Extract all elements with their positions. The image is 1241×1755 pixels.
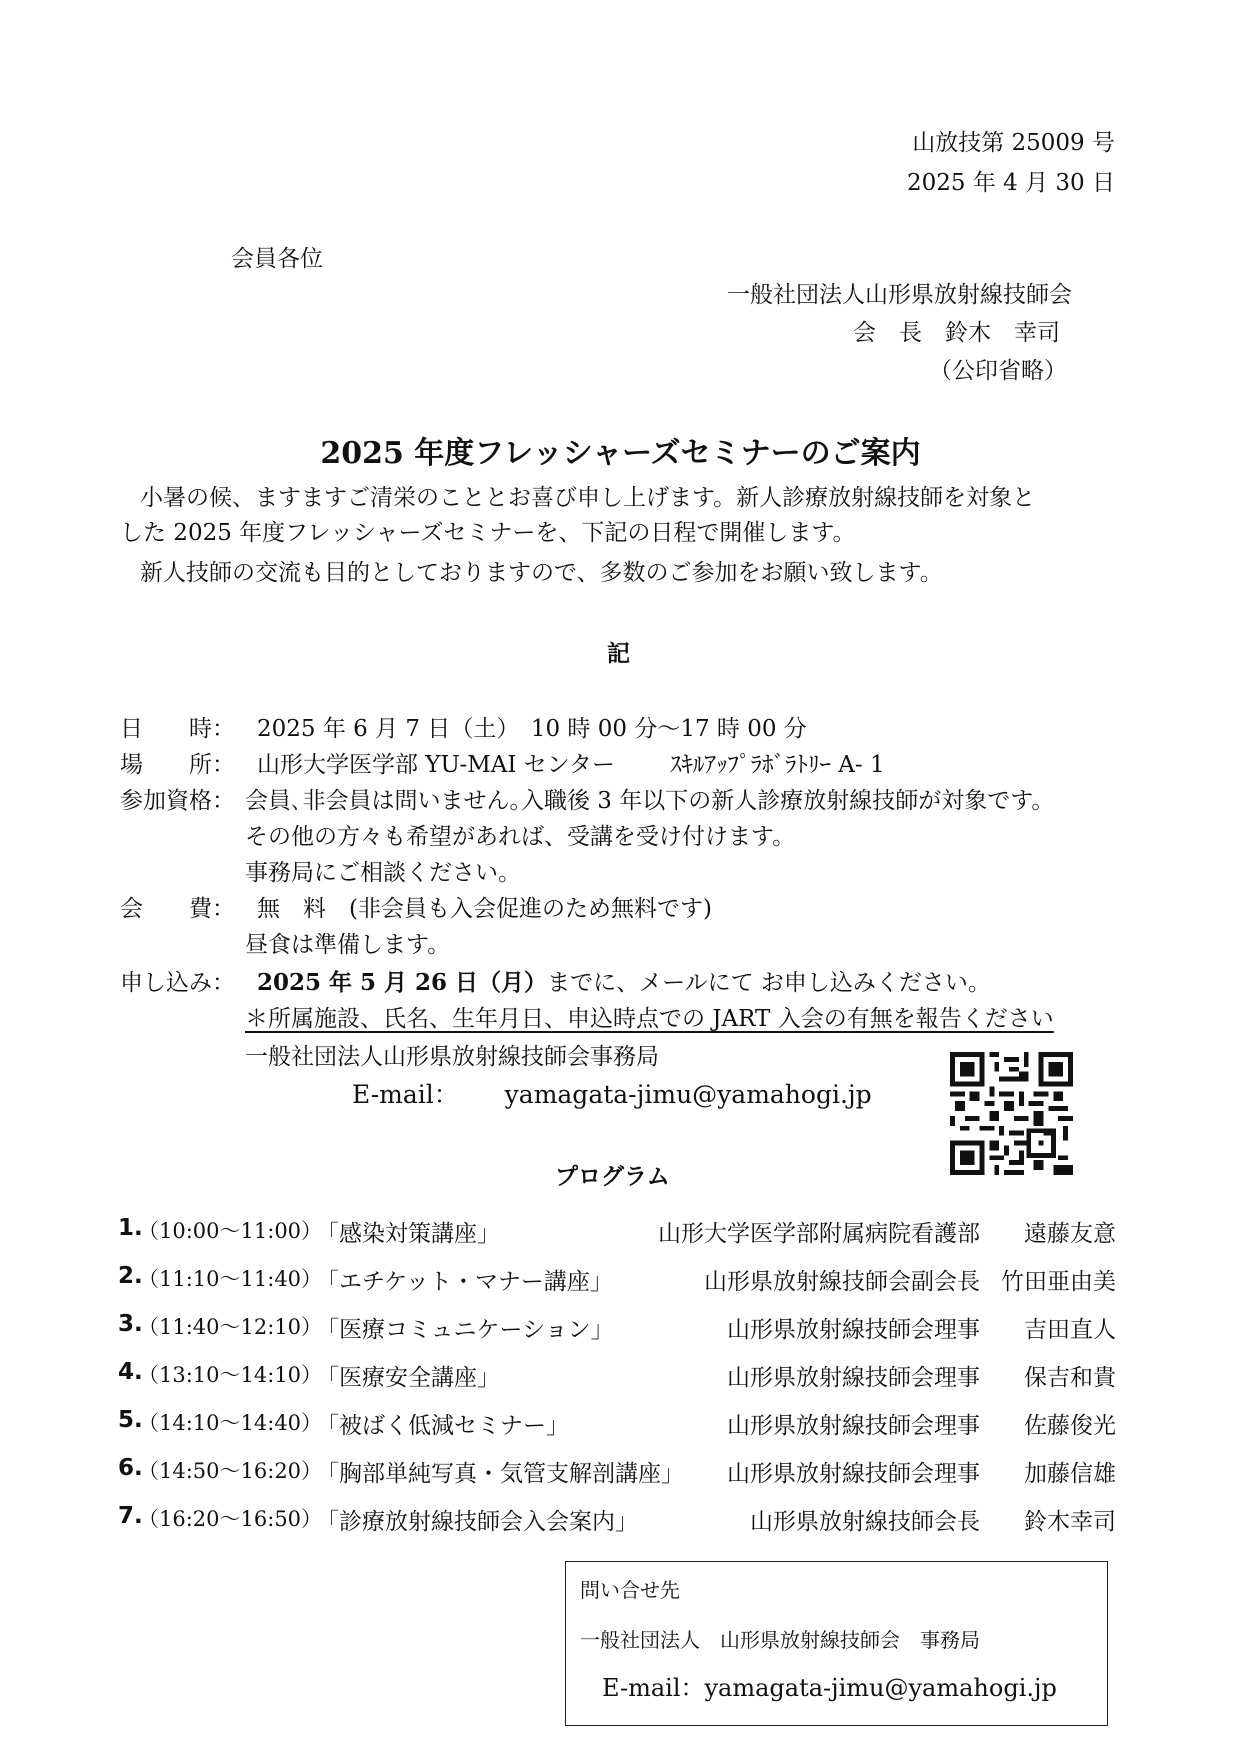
- eligibility-line-1: 会員､非会員は問いません｡入職後 3 年以下の新人診療放射線技師が対象です。: [245, 788, 1055, 814]
- program-item-speaker: 遠藤友意: [1024, 1221, 1116, 1247]
- program-item-time: （10:00～11:00）: [138, 1219, 323, 1243]
- program-item-time: （11:40～12:10）: [138, 1315, 323, 1339]
- program-item-speaker: 加藤信雄: [1024, 1461, 1116, 1487]
- apply-instruction: までに、メールにて お申し込みください。: [547, 970, 991, 996]
- program-item-title: 「被ばく低減セミナー」: [316, 1413, 569, 1439]
- apply-note: ＊所属施設、氏名、生年月日、申込時点での JART 入会の有無を報告ください: [245, 1006, 1054, 1032]
- contact-organization: 一般社団法人 山形県放射線技師会 事務局: [580, 1628, 980, 1652]
- program-item-affiliation: 山形県放射線技師会理事: [727, 1317, 980, 1343]
- eligibility-line-2: その他の方々も希望があれば、受講を受け付けます。: [245, 824, 796, 850]
- sender-president: 会 長 鈴木 幸司: [853, 320, 1060, 346]
- ki-heading: 記: [607, 640, 630, 667]
- program-item-time: （14:50～16:20）: [138, 1459, 323, 1483]
- program-item-number: 4.: [118, 1359, 143, 1385]
- program-item-time: （14:10～14:40）: [138, 1411, 323, 1435]
- fee-label: 会 費：: [120, 896, 235, 922]
- program-item-speaker: 佐藤俊光: [1024, 1413, 1116, 1439]
- program-item-speaker: 保吉和貴: [1024, 1365, 1116, 1391]
- program-item-affiliation: 山形県放射線技師会副会長: [704, 1269, 980, 1295]
- office-email-row: [352, 1075, 872, 1111]
- program-item-title: 「エチケット・マナー講座」: [316, 1269, 613, 1295]
- email-label: E-mail：: [352, 1080, 459, 1109]
- apply-label: 申し込み：: [120, 970, 235, 996]
- document-number: 山放技第 25009 号: [912, 130, 1115, 156]
- program-item-speaker: 竹田亜由美: [1001, 1269, 1116, 1295]
- program-item-affiliation: 山形大学医学部附属病院看護部: [658, 1221, 980, 1247]
- program-item-number: 6.: [118, 1455, 143, 1481]
- program-item-number: 7.: [118, 1503, 143, 1529]
- eligibility-line-3: 事務局にご相談ください。: [245, 860, 521, 886]
- program-item-affiliation: 山形県放射線技師会理事: [727, 1413, 980, 1439]
- recipient: 会員各位: [231, 246, 323, 272]
- datetime-label: 日 時：: [120, 716, 235, 742]
- intro-line-1: 小暑の候、ますますご清栄のこととお喜び申し上げます。新人診療放射線技師を対象と: [140, 485, 1036, 511]
- program-item-title: 「医療安全講座」: [316, 1365, 500, 1391]
- program-item-title: 「感染対策講座」: [316, 1221, 500, 1247]
- program-item-time: （16:20～16:50）: [138, 1507, 323, 1531]
- program-item-title: 「医療コミュニケーション」: [316, 1317, 614, 1343]
- sender-organization: 一般社団法人山形県放射線技師会: [727, 282, 1072, 308]
- program-item-number: 1.: [118, 1215, 143, 1241]
- datetime-value: 2025 年 6 月 7 日（土） 10 時 00 分～17 時 00 分: [257, 716, 807, 742]
- place-value: 山形大学医学部 YU-MAI センター: [257, 752, 615, 778]
- program-item-affiliation: 山形県放射線技師会長: [750, 1509, 980, 1535]
- eligibility-label: 参加資格：: [120, 788, 235, 814]
- intro-line-3: 新人技師の交流も目的としておりますので、多数のご参加をお願い致します。: [140, 560, 943, 586]
- program-item-speaker: 鈴木幸司: [1024, 1509, 1116, 1535]
- program-item-affiliation: 山形県放射線技師会理事: [727, 1365, 980, 1391]
- program-item-speaker: 吉田直人: [1024, 1317, 1116, 1343]
- fee-lunch-note: 昼食は準備します。: [245, 932, 451, 958]
- fee-value: 無 料 (非会員も入会促進のため無料です): [257, 896, 712, 922]
- intro-line-2: した 2025 年度フレッシャーズセミナーを、下記の日程で開催します。: [120, 520, 856, 546]
- program-item-number: 5.: [118, 1407, 143, 1433]
- program-item-number: 3.: [118, 1311, 143, 1337]
- contact-heading: 問い合せ先: [580, 1578, 680, 1602]
- program-item-time: （13:10～14:10）: [138, 1363, 323, 1387]
- program-item-number: 2.: [118, 1263, 143, 1289]
- contact-email[interactable]: E-mail：yamagata-jimu@yamahogi.jp: [602, 1674, 1057, 1702]
- apply-text: [257, 964, 991, 997]
- place-label: 場 所：: [120, 752, 235, 778]
- issue-date: 2025 年 4 月 30 日: [907, 170, 1115, 196]
- program-item-title: 「胸部単純写真・気管支解剖講座」: [316, 1461, 684, 1487]
- program-heading: プログラム: [555, 1163, 670, 1190]
- qr-code-image: [950, 1052, 1073, 1175]
- place-room: ｽｷﾙｱｯﾌﾟﾗﾎﾞﾗﾄﾘｰ A- 1: [670, 752, 885, 778]
- apply-deadline: 2025 年 5 月 26 日（月）: [257, 969, 548, 996]
- program-item-time: （11:10～11:40）: [138, 1267, 323, 1291]
- contact-box: [565, 1561, 1108, 1726]
- program-item-title: 「診療放射線技師会入会案内」: [316, 1509, 638, 1535]
- seal-omitted-note: （公印省略）: [929, 358, 1067, 384]
- office-name: 一般社団法人山形県放射線技師会事務局: [245, 1044, 659, 1070]
- program-item-affiliation: 山形県放射線技師会理事: [727, 1461, 980, 1487]
- email-address[interactable]: yamagata-jimu@yamahogi.jp: [504, 1080, 872, 1109]
- document-title: 2025 年度フレッシャーズセミナーのご案内: [320, 436, 921, 471]
